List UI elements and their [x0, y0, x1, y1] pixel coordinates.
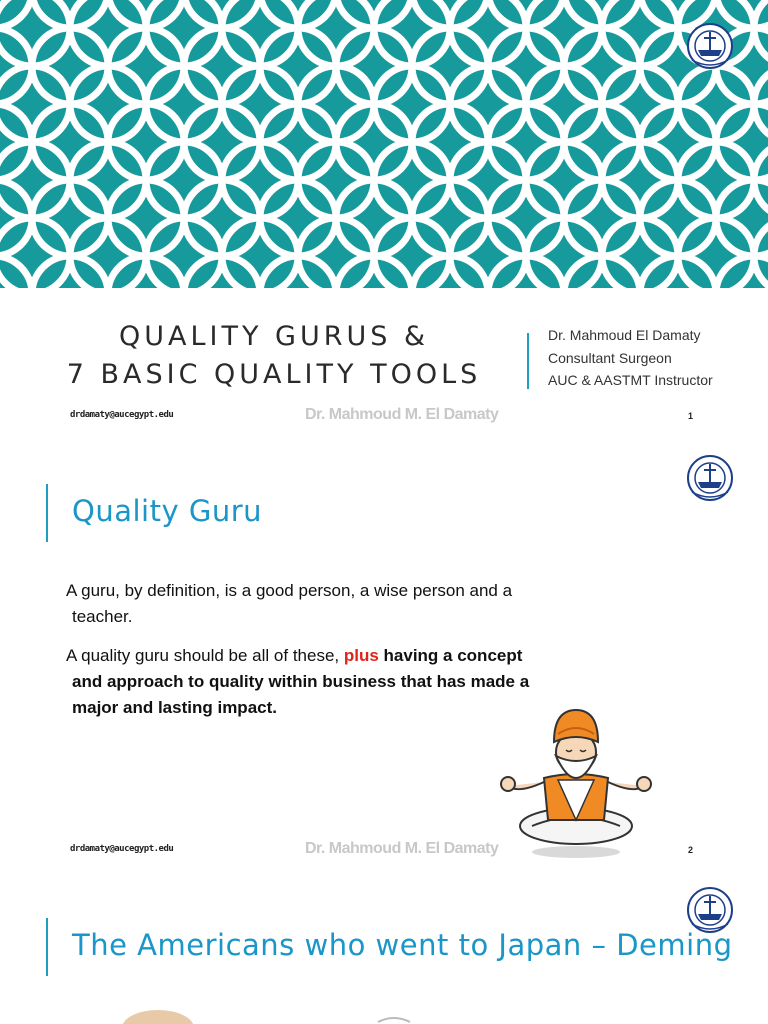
author-role: Consultant Surgeon: [548, 349, 672, 366]
definition-paragraph: [66, 578, 666, 630]
divider-bar: [527, 333, 529, 389]
footer-email: drdamaty@aucegypt.edu: [70, 410, 174, 420]
aastmt-logo-icon: [684, 452, 736, 504]
footer-email: drdamaty@aucegypt.edu: [70, 844, 174, 854]
watermark: Dr. Mahmoud M. El Damaty: [305, 406, 499, 423]
presentation-title: [60, 318, 488, 394]
slide-heading: Quality Guru: [72, 494, 262, 528]
decorative-circle-pattern: [0, 0, 768, 288]
author-name: Dr. Mahmoud El Damaty: [548, 327, 701, 343]
page-number: 1: [688, 411, 694, 421]
portrait-photo-partial: [118, 1006, 198, 1024]
title-line-1: QUALITY GURUS &: [118, 321, 430, 352]
aastmt-logo-icon: [684, 20, 736, 72]
heading-accent-bar: [46, 918, 48, 976]
content-slide-deming: [0, 864, 768, 1024]
pattern-svg: [0, 0, 768, 288]
para2-bold-line3: major and lasting impact.: [72, 698, 277, 717]
title-slide: [0, 0, 768, 432]
para2-bold-line1: having a concept: [378, 646, 523, 665]
guru-illustration-icon: [496, 704, 656, 864]
author-affiliation: AUC & AASTMT Instructor: [548, 372, 713, 388]
para2-prefix: A quality guru should be all of these,: [66, 646, 344, 665]
decorative-mark-icon: [374, 1014, 414, 1024]
para1-line2: teacher.: [72, 607, 133, 626]
content-slide-quality-guru: [0, 432, 768, 864]
slide-heading: The Americans who went to Japan – Deming: [72, 928, 733, 962]
para2-highlight: plus: [343, 646, 379, 665]
page-number: 2: [688, 845, 694, 855]
heading-accent-bar: [46, 484, 48, 542]
watermark: Dr. Mahmoud M. El Damaty: [305, 840, 499, 857]
para1-line1: A guru, by definition, is a good person, a wise person and a: [66, 581, 513, 600]
author-info: [548, 324, 713, 392]
para2-bold-line2: and approach to quality within business that has made a: [72, 672, 530, 691]
title-line-2: 7 BASIC QUALITY TOOLS: [66, 359, 482, 390]
